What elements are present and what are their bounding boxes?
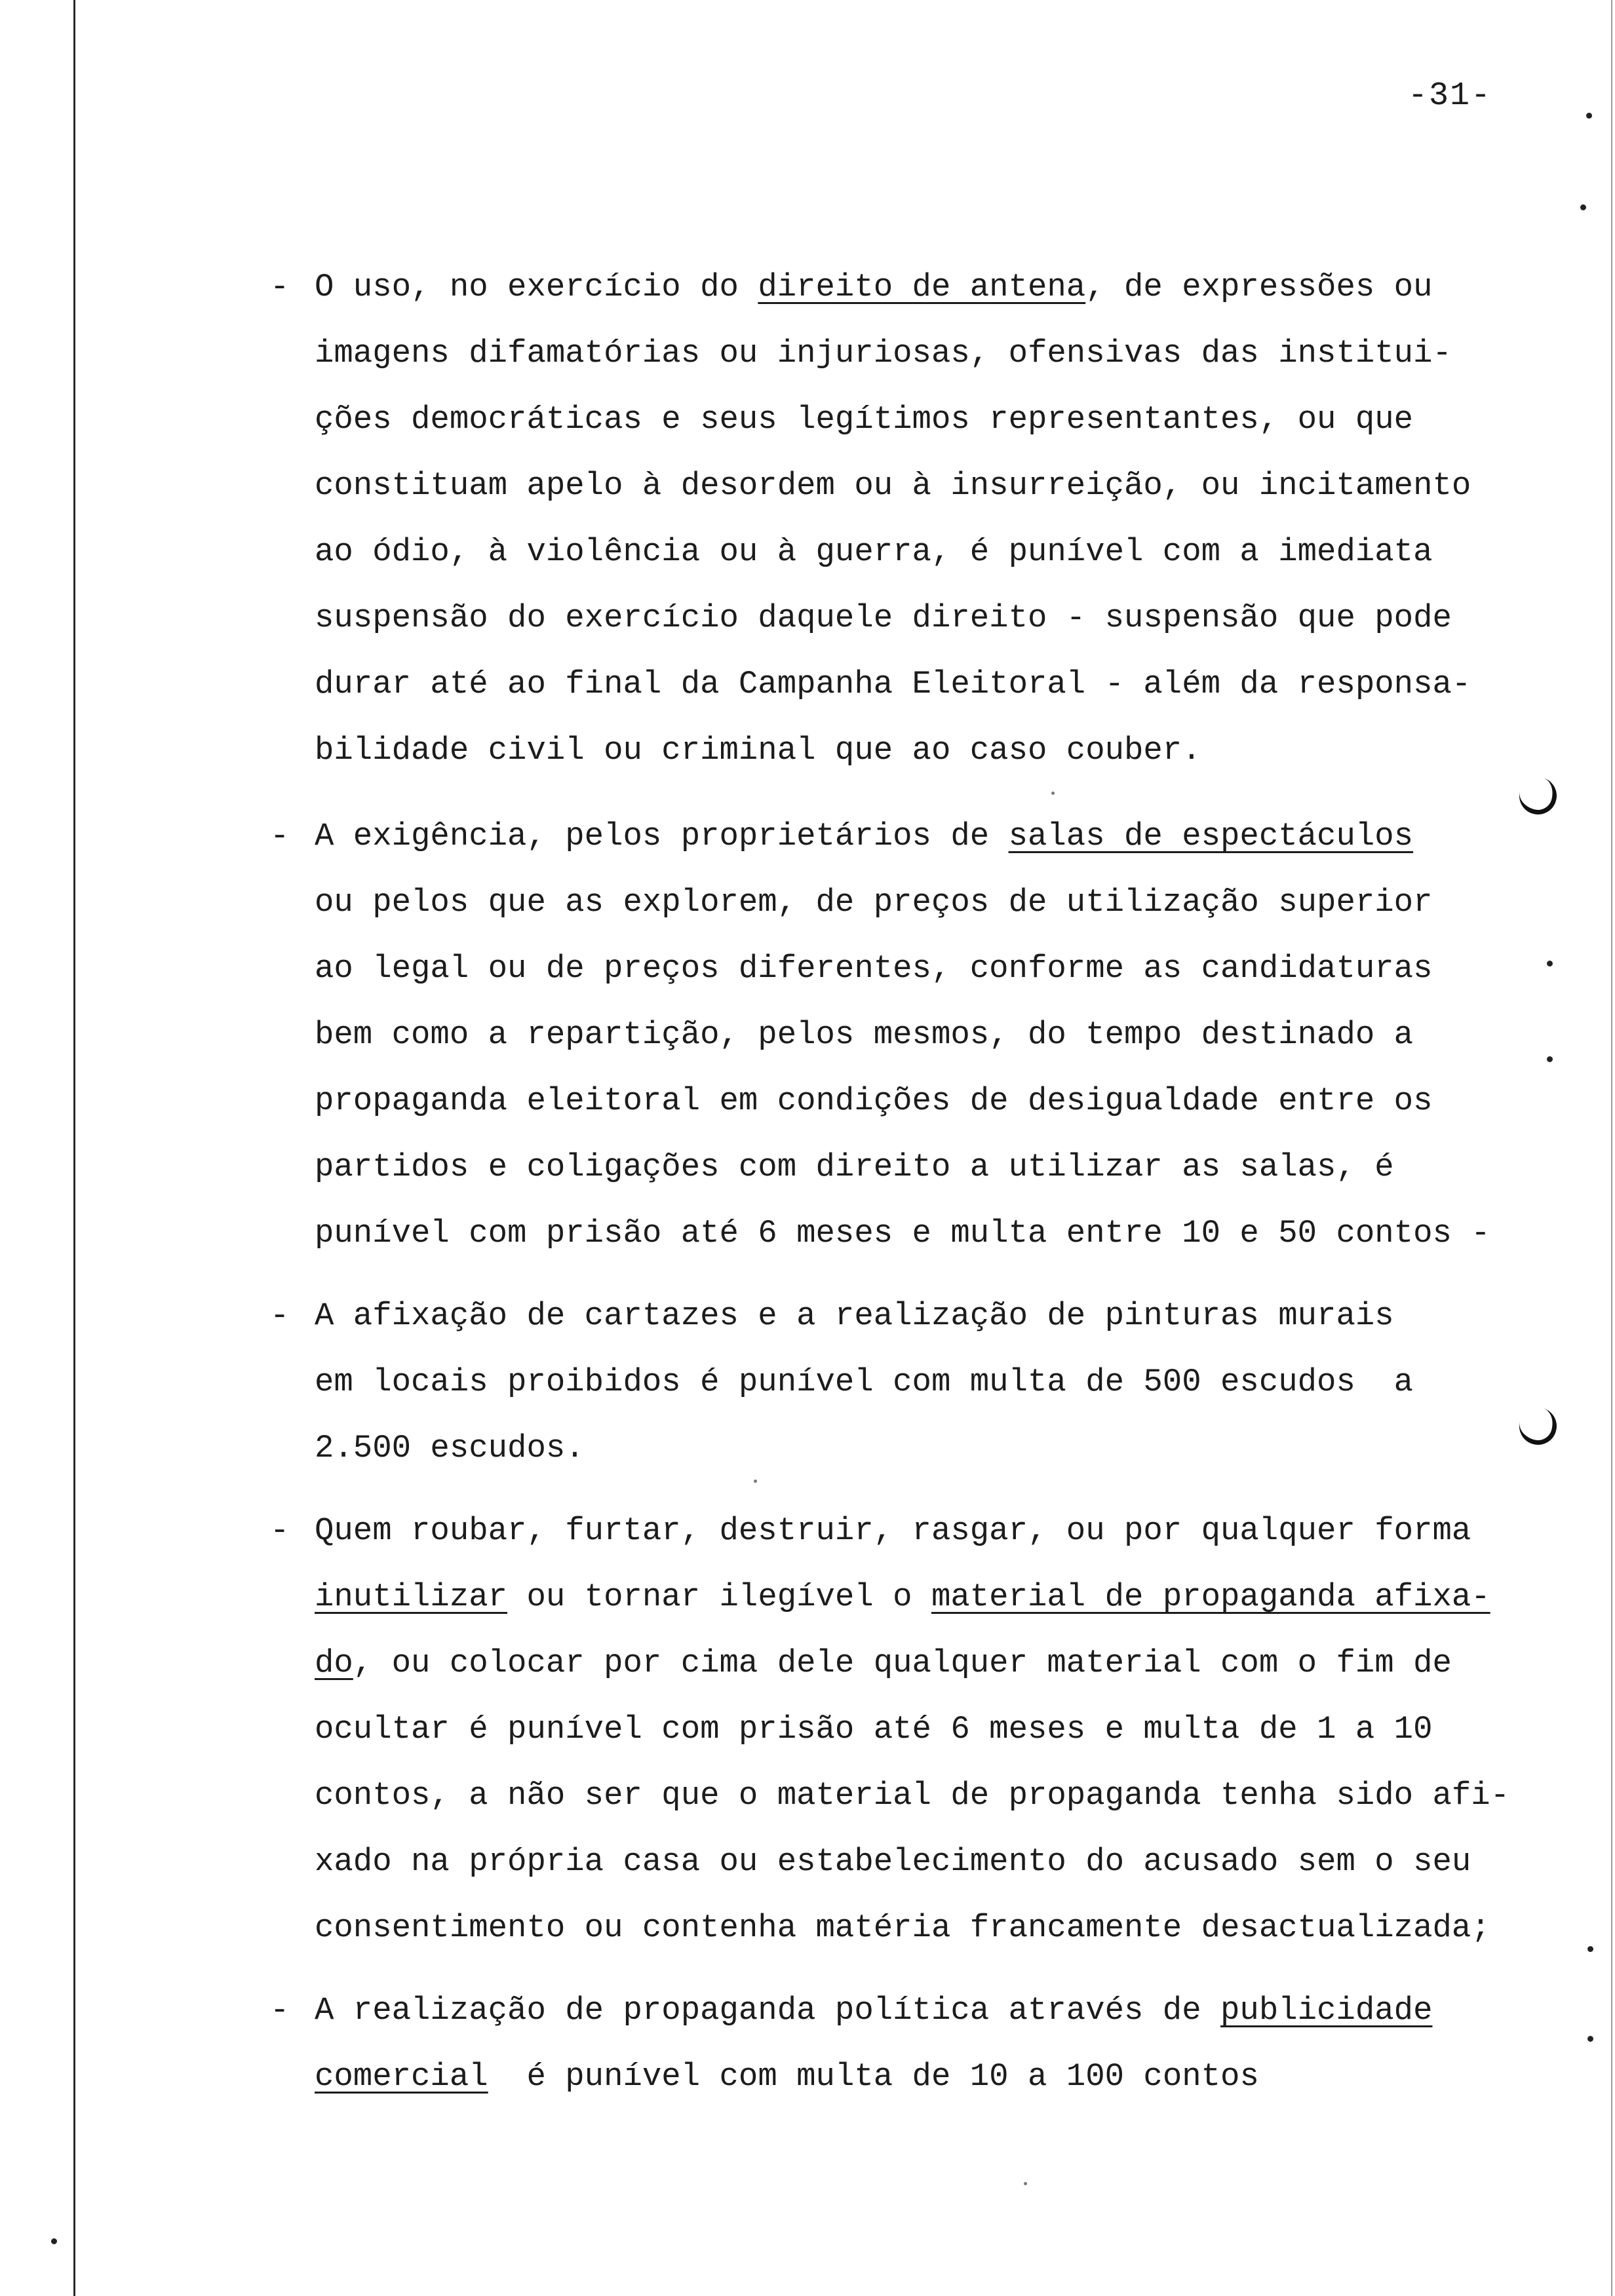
text-line	[315, 1297, 1394, 1334]
text-run: ou tornar ilegível o	[507, 1578, 931, 1615]
margin-dot	[1580, 204, 1586, 210]
penalty-item	[270, 1512, 1515, 1976]
hole-punch-mark-upper	[1515, 773, 1561, 819]
text-run: em locais proibidos é punível com multa de 500 escudos a	[315, 1364, 1414, 1400]
list-bullet: -	[270, 1297, 290, 1334]
text-line	[315, 467, 1471, 504]
margin-dot	[51, 2238, 57, 2244]
underlined-term: publicidade	[1220, 1992, 1433, 2029]
text-line	[315, 950, 1432, 987]
speck	[754, 1480, 757, 1483]
text-run: bem como a repartição, pelos mesmos, do tempo destinado a	[315, 1016, 1414, 1053]
text-run: , de expressões ou	[1085, 269, 1433, 305]
text-run: contos, a não ser que o material de propaganda tenha sido afi-	[315, 1777, 1510, 1814]
text-run: é punível com multa de 10 a 100 contos	[488, 2058, 1259, 2095]
penalty-item	[270, 1297, 1515, 1496]
list-bullet: -	[270, 818, 290, 854]
margin-dot	[1587, 2036, 1593, 2042]
text-line	[315, 269, 1433, 305]
text-run: constituam apelo à desordem ou à insurreição, ou incitamento	[315, 467, 1471, 504]
speck	[1051, 792, 1055, 795]
text-line	[315, 335, 1452, 372]
margin-dot	[1587, 1946, 1593, 1952]
text-line	[315, 1364, 1413, 1400]
text-run: ao legal ou de preços diferentes, conforme as candidaturas	[315, 950, 1433, 987]
text-run: imagens difamatórias ou injuriosas, ofensivas das institui-	[315, 335, 1452, 372]
text-line	[315, 533, 1432, 570]
text-line	[315, 732, 1201, 769]
margin-dot	[1547, 961, 1553, 966]
text-run: , ou colocar por cima dele qualquer material com o fim de	[353, 1645, 1452, 1681]
text-run: 2.500 escudos.	[315, 1430, 585, 1466]
text-line	[315, 1843, 1471, 1880]
underlined-term: salas de espectáculos	[1008, 818, 1414, 854]
margin-dot	[1586, 113, 1592, 119]
underlined-term: comercial	[315, 2058, 488, 2095]
hole-punch-mark-lower	[1515, 1404, 1561, 1449]
text-line	[315, 818, 1413, 854]
text-run: propaganda eleitoral em condições de desigualdade entre os	[315, 1082, 1433, 1119]
text-run: consentimento ou contenha matéria francamente desactualizada;	[315, 1909, 1490, 1946]
text-line	[315, 1016, 1413, 1053]
text-line	[315, 1992, 1432, 2029]
right-edge-rule	[1611, 0, 1612, 2296]
text-run: bilidade civil ou criminal que ao caso couber.	[315, 732, 1201, 769]
text-run: partidos e coligações com direito a utilizar as salas, é	[315, 1149, 1394, 1185]
text-line	[315, 600, 1452, 636]
text-line	[315, 1082, 1432, 1119]
left-margin-rule	[73, 0, 75, 2296]
text-run: durar até ao final da Campanha Eleitoral - além da responsa-	[315, 666, 1471, 702]
page-number: -31-	[1408, 77, 1492, 115]
text-run: A exigência, pelos proprietários de	[315, 818, 1009, 854]
text-line	[315, 1909, 1490, 1946]
text-line	[315, 666, 1471, 702]
text-line	[315, 1149, 1394, 1185]
text-run: A afixação de cartazes e a realização de pinturas murais	[315, 1297, 1394, 1334]
text-run: A realização de propaganda política através de	[315, 1992, 1221, 2029]
text-line	[315, 1215, 1490, 1252]
text-line	[315, 884, 1432, 921]
text-run: ou pelos que as explorem, de preços de utilização superior	[315, 884, 1433, 921]
text-run: ao ódio, à violência ou à guerra, é punível com a imediata	[315, 533, 1433, 570]
penalty-item	[270, 269, 1515, 798]
text-run: punível com prisão até 6 meses e multa entre 10 e 50 contos -	[315, 1215, 1490, 1252]
underlined-term: inutilizar	[315, 1578, 508, 1615]
speck	[1024, 2182, 1027, 2185]
penalty-item	[270, 818, 1515, 1281]
list-bullet: -	[270, 1992, 290, 2029]
text-line	[315, 1430, 585, 1466]
text-run: xado na própria casa ou estabelecimento do acusado sem o seu	[315, 1843, 1471, 1880]
text-line	[315, 1645, 1452, 1681]
text-line	[315, 1578, 1490, 1615]
text-run: O uso, no exercício do	[315, 269, 758, 305]
text-line	[315, 1711, 1432, 1748]
text-line	[315, 401, 1413, 438]
underlined-term: direito de antena	[758, 269, 1086, 305]
list-bullet: -	[270, 269, 290, 305]
text-run: suspensão do exercício daquele direito - suspensão que pode	[315, 600, 1452, 636]
text-line	[315, 1512, 1471, 1549]
text-line	[315, 1777, 1509, 1814]
text-run: ocultar é punível com prisão até 6 meses e multa de 1 a 10	[315, 1711, 1433, 1748]
underlined-term: do	[315, 1645, 353, 1681]
text-run: Quem roubar, furtar, destruir, rasgar, ou por qualquer forma	[315, 1512, 1471, 1549]
margin-dot	[1547, 1056, 1553, 1062]
underlined-term: material de propaganda afixa-	[931, 1578, 1490, 1615]
text-run: ções democráticas e seus legítimos representantes, ou que	[315, 401, 1414, 438]
list-bullet: -	[270, 1512, 290, 1549]
text-line	[315, 2058, 1259, 2095]
penalty-item	[270, 1992, 1515, 2124]
